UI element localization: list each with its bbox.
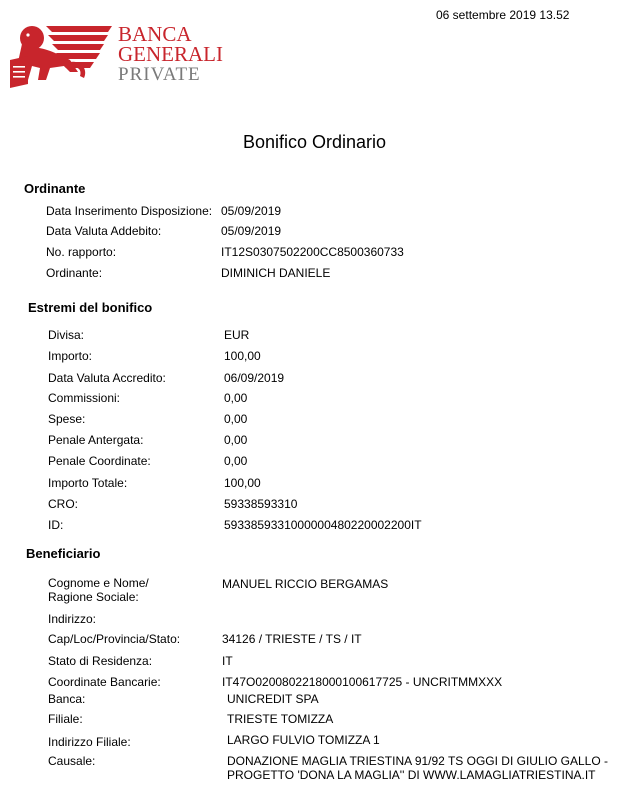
field-label: Penale Coordinate:: [48, 454, 151, 468]
field-value: IT47O0200802218000100617725 - UNCRITMMXXX: [222, 675, 503, 689]
section-heading-estremi: Estremi del bonifico: [28, 300, 153, 315]
section-heading-beneficiario: Beneficiario: [26, 546, 101, 561]
field-value: 59338593310: [224, 497, 298, 511]
field-label: CRO:: [48, 497, 78, 511]
field-label: Causale:: [48, 754, 96, 768]
field-label: Ragione Sociale:: [48, 590, 139, 604]
field-label: Stato di Residenza:: [48, 654, 153, 668]
banca-generali-logo: [8, 22, 234, 90]
field-label: Importo Totale:: [48, 476, 128, 490]
field-label: Data Valuta Addebito:: [46, 224, 162, 238]
field-value: IT: [222, 654, 233, 668]
field-value: 0,00: [224, 412, 248, 426]
field-label: Coordinate Bancarie:: [48, 675, 161, 689]
winged-lion-icon: [8, 22, 114, 90]
field-label: Importo:: [48, 349, 93, 363]
logo-text-banca: BANCA: [118, 22, 192, 46]
field-value: IT12S0307502200CC8500360733: [221, 245, 404, 259]
field-label: Ordinante:: [46, 266, 103, 280]
field-value: 05/09/2019: [221, 204, 282, 218]
field-value: MANUEL RICCIO BERGAMAS: [222, 577, 389, 591]
causale-line-1: DONAZIONE MAGLIA TRIESTINA 91/92 TS OGGI DI GIULIO GALLO -: [227, 754, 608, 768]
field-value: DIMINICH DANIELE: [221, 266, 331, 280]
document-title: Bonifico Ordinario: [242, 132, 387, 152]
field-value: EUR: [224, 328, 250, 342]
field-value: 0,00: [224, 433, 248, 447]
field-label: Indirizzo:: [48, 612, 97, 626]
field-label: Cognome e Nome/: [48, 576, 149, 590]
field-label: No. rapporto:: [46, 245, 117, 259]
causale-line-2: PROGETTO 'DONA LA MAGLIA'' DI WWW.LAMAGLIATRIESTINA.IT: [227, 768, 596, 782]
field-label: Banca:: [48, 692, 86, 706]
field-label: Indirizzo Filiale:: [48, 735, 131, 749]
field-value: 100,00: [224, 476, 261, 490]
field-value: 100,00: [224, 349, 261, 363]
field-value: UNICREDIT SPA: [227, 692, 319, 706]
section-heading-ordinante: Ordinante: [24, 181, 86, 196]
field-label: Cap/Loc/Provincia/Stato:: [48, 632, 181, 646]
field-value: TRIESTE TOMIZZA: [227, 712, 334, 726]
field-label: Commissioni:: [48, 391, 121, 405]
field-value: 0,00: [224, 454, 248, 468]
field-label: Divisa:: [48, 328, 85, 342]
print-datetime: 06 settembre 2019 13.52: [436, 8, 570, 22]
field-value: 06/09/2019: [224, 371, 285, 385]
logo-text-private: PRIVATE: [118, 64, 201, 85]
field-label: Penale Antergata:: [48, 433, 144, 447]
logo-text-generali: GENERALI: [118, 42, 223, 66]
field-label: Data Inserimento Disposizione:: [46, 204, 213, 218]
field-value: 05/09/2019: [221, 224, 282, 238]
field-label: Filiale:: [48, 712, 83, 726]
field-value: 34126 / TRIESTE / TS / IT: [222, 632, 362, 646]
field-label: ID:: [48, 518, 64, 532]
field-value: 5933859331000000480220002200IT: [224, 518, 422, 532]
field-label: Data Valuta Accredito:: [48, 371, 166, 385]
field-value: 0,00: [224, 391, 248, 405]
field-label: Spese:: [48, 412, 86, 426]
field-value: LARGO FULVIO TOMIZZA 1: [227, 733, 380, 747]
